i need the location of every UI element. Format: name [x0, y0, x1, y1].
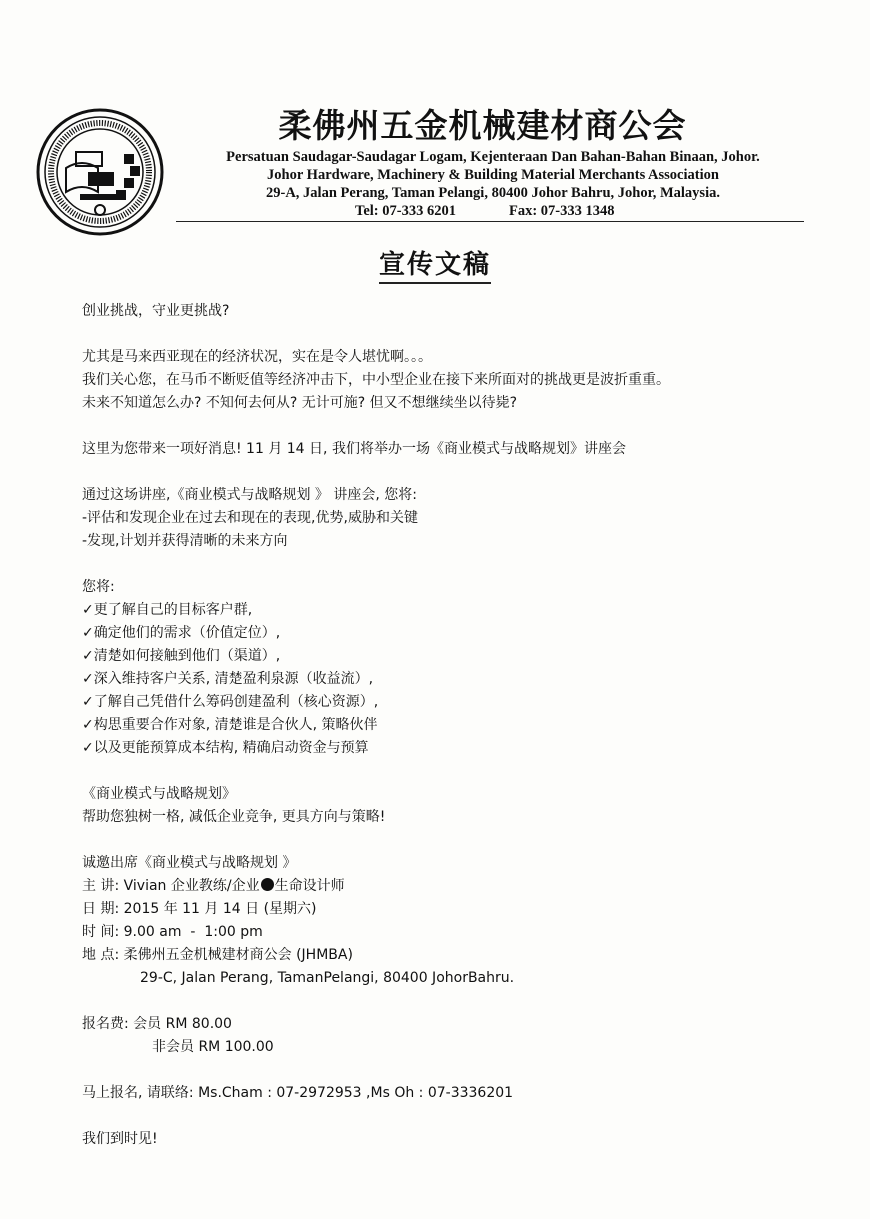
fax-number: Fax: 07-333 1348 — [509, 203, 615, 219]
paragraph-line: 我们关心您，在马币不断贬值等经济冲击下，中小型企业在接下来所面对的挑战更是波折重重。 — [82, 372, 670, 388]
association-name-english: Johor Hardware, Machinery & Building Material Merchants Association — [267, 167, 719, 183]
time-line: 时 间: 9.00 am - 1:00 pm — [82, 924, 263, 940]
document-title: 宣传文稿 — [0, 244, 870, 281]
document-body — [82, 300, 852, 1151]
closing-line: 我们到时见! — [82, 1131, 158, 1147]
benefit-item: ✓更了解自己的目标客户群, — [82, 602, 253, 618]
telephone-number: Tel: 07-333 6201 — [355, 203, 456, 219]
tagline-title: 《商业模式与战略规划》 — [82, 786, 236, 802]
association-seal-logo — [36, 108, 164, 236]
association-name-malay: Persatuan Saudagar-Saudagar Logam, Kejenteraan Dan Bahan-Bahan Binaan, Johor. — [226, 149, 760, 165]
speaker-line: 主 讲: Vivian 企业教练/企业 生命设计师 — [82, 878, 345, 894]
header-divider — [176, 221, 804, 222]
benefit-item: ✓清楚如何接触到他们（渠道）, — [82, 648, 281, 664]
benefit-item: ✓以及更能预算成本结构, 精确启动资金与预算 — [82, 740, 369, 756]
paragraph-line: 未来不知道怎么办? 不知何去何从? 无计可施? 但又不想继续坐以待毙? — [82, 395, 518, 411]
you-will-label: 您将: — [82, 579, 115, 595]
paragraph-line: 尤其是马来西亚现在的经济状况，实在是令人堪忧啊。。。 — [82, 349, 432, 365]
association-name-chinese: 柔佛州五金机械建材商公会 — [278, 106, 687, 145]
announcement-line: 这里为您带来一项好消息! 11 月 14 日, 我们将举办一场《商业模式与战略规划》讲座会 — [82, 441, 626, 457]
outcome-item: -评估和发现企业在过去和现在的表现,优势,威胁和关键 — [82, 510, 418, 526]
benefit-item: ✓确定他们的需求（价值定位）, — [82, 625, 281, 641]
venue-address-line: 29-C, Jalan Perang, TamanPelangi, 80400 JohorBahru. — [140, 970, 515, 986]
contact-line: 马上报名, 请联络: Ms.Cham : 07-2972953 ,Ms Oh : 07-3336201 — [82, 1085, 514, 1101]
intro-line: 创业挑战，守业更挑战? — [82, 303, 230, 319]
seminar-intro-line: 通过这场讲座,《商业模式与战略规划 》 讲座会, 您将: — [82, 487, 417, 503]
benefit-item: ✓了解自己凭借什么筹码创建盈利（核心资源）, — [82, 694, 379, 710]
bullet-dot-icon — [261, 878, 274, 891]
outcome-item: -发现,计划并获得清晰的未来方向 — [82, 533, 288, 549]
tagline-text: 帮助您独树一格, 减低企业竞争, 更具方向与策略! — [82, 809, 386, 825]
benefit-item: ✓构思重要合作对象, 清楚谁是合伙人, 策略伙伴 — [82, 717, 378, 733]
benefit-item: ✓深入维持客户关系, 清楚盈利泉源（收益流）, — [82, 671, 374, 687]
fee-member-line: 报名费: 会员 RM 80.00 — [82, 1016, 232, 1032]
fee-nonmember-line: 非会员 RM 100.00 — [152, 1039, 274, 1055]
date-line: 日 期: 2015 年 11 月 14 日 (星期六) — [82, 901, 317, 917]
venue-line: 地 点: 柔佛州五金机械建材商公会 (JHMBA) — [82, 947, 353, 963]
association-address: 29-A, Jalan Perang, Taman Pelangi, 80400 Johor Bahru, Johor, Malaysia. — [266, 185, 720, 201]
invitation-line: 诚邀出席《商业模式与战略规划 》 — [82, 855, 297, 871]
